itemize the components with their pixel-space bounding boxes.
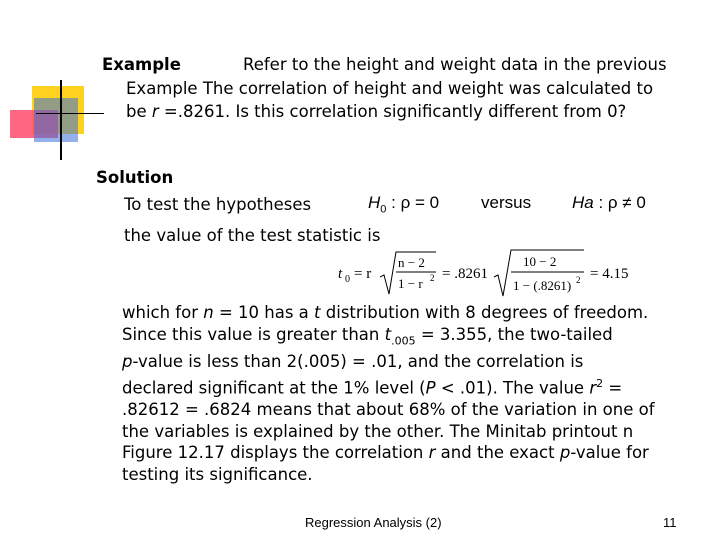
formula-den-2: 1 − (.8261)	[513, 278, 572, 293]
paragraph-text-run: p	[559, 443, 571, 463]
paragraph-text-run: Figure 12.17 displays the correlation	[122, 443, 429, 463]
paragraph-text-run: distribution with 8 degrees of freedom.	[320, 303, 649, 322]
null-hypothesis	[368, 193, 439, 215]
formula-den-1: 1 − r	[398, 276, 423, 291]
paragraph-line	[122, 464, 702, 486]
paragraph-line	[122, 324, 702, 352]
paragraph-text-run: -value is less than 2(.005) = .01, and the correlation is	[132, 352, 584, 372]
decorative-vertical-line	[60, 80, 62, 160]
example-r-symbol: r	[151, 102, 159, 121]
paragraph-text-run: n	[203, 303, 214, 322]
footer-title: Regression Analysis (2)	[305, 515, 442, 530]
paragraph-line	[122, 351, 702, 373]
paragraph-text-run: t	[384, 324, 392, 344]
example-heading: Example	[102, 55, 181, 74]
formula-den-2-sup: 2	[576, 275, 581, 285]
h0-expression: : ρ = 0	[386, 193, 440, 212]
paragraph-text-run: r	[428, 443, 436, 463]
decorative-blue-square	[34, 98, 78, 142]
paragraph-line	[122, 442, 702, 464]
paragraph-text-run: p	[122, 352, 133, 372]
ha-expression: : ρ ≠ 0	[593, 193, 646, 212]
example-line-1: Refer to the height and weight data in the previous	[243, 55, 667, 74]
paragraph-text-run: 2	[596, 377, 604, 391]
paragraph-text-run: = 3.355, the two-tailed	[415, 324, 613, 344]
formula-eq-value: = .8261	[442, 266, 488, 282]
formula-result: = 4.15	[590, 266, 629, 282]
formula-eq-r: = r	[354, 266, 372, 282]
paragraph-line	[122, 399, 702, 421]
formula-t-subscript: 0	[345, 274, 350, 285]
hypotheses-intro: To test the hypotheses	[124, 195, 312, 214]
formula-t-symbol: t	[338, 266, 343, 282]
paragraph-text-run: P	[425, 378, 436, 398]
example-line-3a: be	[126, 102, 152, 121]
statistic-intro: the value of the test statistic is	[124, 226, 381, 245]
versus-label: versus	[481, 193, 532, 212]
decorative-horizontal-line	[36, 113, 104, 114]
formula-num-2: 10 − 2	[523, 254, 557, 269]
paragraph-text-run: =	[603, 378, 623, 398]
formula-num-1: n − 2	[398, 255, 425, 270]
h0-subscript: 0	[380, 203, 387, 216]
paragraph-text-run: -value for	[570, 443, 649, 463]
paragraph-line	[122, 421, 702, 443]
example-line-3b: =.8261. Is this correlation significantly different from 0?	[158, 102, 627, 121]
paragraph-text-run: .82612 = .6824 means that about 68% of the variation in one of	[122, 400, 655, 420]
paragraph-text-run: the variables is explained by the other. The Minitab printout n	[122, 421, 634, 441]
test-statistic-formula	[330, 246, 650, 302]
paragraph-text-run: Since this value is greater than	[122, 324, 385, 344]
solution-heading: Solution	[96, 168, 174, 187]
paragraph-text-run: = 10 has a	[213, 303, 315, 322]
h0-symbol: H	[368, 193, 381, 212]
example-line-2: Example The correlation of height and weight was calculated to	[126, 79, 654, 98]
ha-symbol: Ha	[572, 193, 594, 212]
paragraph-text-run: t	[314, 303, 321, 322]
example-line-3	[126, 101, 626, 122]
paragraph-text-run: which for	[122, 303, 204, 322]
paragraph-text-run: .005	[391, 333, 416, 347]
paragraph-text-run: and the exact	[435, 443, 560, 463]
alt-hypothesis	[572, 193, 646, 213]
formula-den-1-sup: 2	[430, 273, 435, 283]
paragraph-text-run: testing its significance.	[122, 464, 313, 484]
paragraph-line	[122, 373, 702, 399]
paragraph-text-run: declared significant at the 1% level (	[122, 378, 426, 398]
explanation-paragraph	[122, 302, 702, 486]
paragraph-text-run: r	[589, 378, 597, 398]
paragraph-text-run: < .01). The value	[435, 378, 590, 398]
page-number: 11	[663, 515, 677, 530]
paragraph-line	[122, 302, 702, 324]
